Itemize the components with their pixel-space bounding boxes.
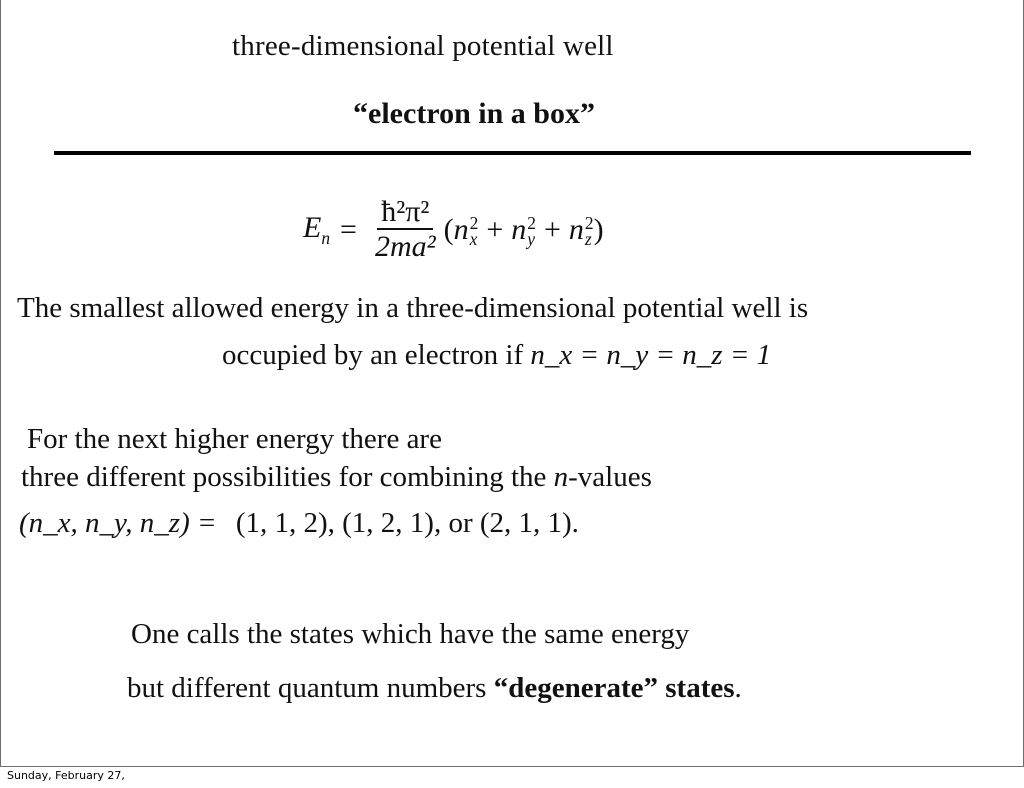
paragraph-3-line-2-pre: but different quantum numbers	[127, 672, 487, 704]
paragraph-1-line-2-text: occupied by an electron if	[222, 339, 524, 371]
paragraph-2-n-variable: n	[553, 461, 569, 493]
paragraph-2-line-3	[19, 507, 579, 540]
formula-numerator: ħ²π²	[377, 196, 433, 230]
horizontal-rule	[54, 151, 971, 155]
formula-denominator: 2ma²	[374, 229, 436, 263]
paragraph-1-line-2	[222, 339, 771, 372]
paragraph-1-condition: n_x = n_y = n_z = 1	[530, 339, 772, 371]
paragraph-1-line-1: The smallest allowed energy in a three-dimensional potential well is	[17, 292, 809, 324]
formula-fraction	[371, 196, 440, 264]
paragraph-3-period: .	[734, 672, 742, 704]
formula-plus-2: +	[543, 213, 561, 246]
paragraph-2-tuple-rhs: (1, 1, 2), (1, 2, 1), or (2, 1, 1).	[235, 507, 579, 539]
paragraph-2-tuple-lhs: (n_x, n_y, n_z) =	[19, 507, 217, 539]
paragraph-2-line-1: For the next higher energy there are	[27, 423, 442, 455]
slide-title: three-dimensional potential well	[232, 30, 614, 62]
paragraph-2-line-2-pre: three different possibilities for combining the	[21, 461, 547, 493]
formula-term-ny: n 2 y	[511, 212, 536, 249]
paragraph-2-line-2-post: -values	[568, 461, 652, 493]
formula-term-nx: n 2 x	[453, 212, 479, 249]
formula-plus-1: +	[486, 213, 504, 246]
paragraph-3-line-1: One calls the states which have the same energy	[131, 618, 690, 650]
energy-formula	[303, 196, 604, 264]
slide-subtitle: “electron in a box”	[353, 97, 595, 130]
formula-term-nz: n 2 z	[568, 212, 594, 249]
states-term: states	[665, 672, 735, 704]
formula-equals: =	[340, 213, 357, 246]
footer-date: Sunday, February 27,	[7, 769, 125, 782]
formula-paren-open: (	[443, 213, 454, 246]
degenerate-term: “degenerate”	[493, 672, 659, 704]
formula-paren-close: )	[593, 213, 604, 246]
formula-lhs: $E_n$	[303, 211, 331, 248]
paragraph-3-line-2	[127, 672, 742, 705]
paragraph-2-line-2	[21, 461, 652, 494]
